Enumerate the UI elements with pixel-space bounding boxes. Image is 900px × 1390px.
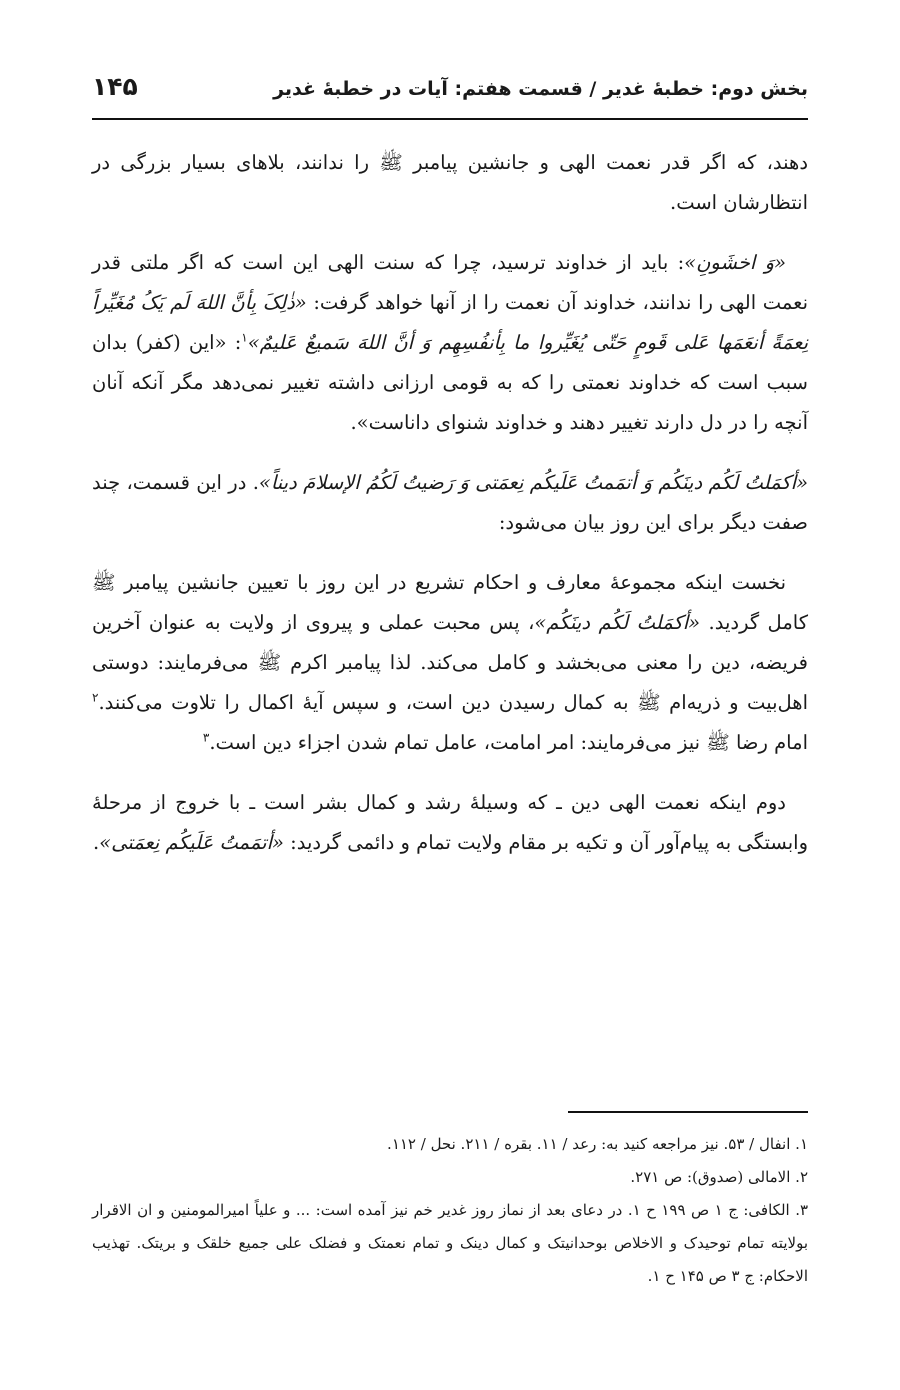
footnotes <box>92 1128 808 1293</box>
footnote-ref-1[interactable]: ۱ <box>241 330 248 345</box>
quote-va-akhshawn: «وَ اخشَونِ» <box>684 251 786 274</box>
paragraph-4-text-c: امام رضا ﷺ نیز می‌فرمایند: امر امامت، عامل تمام شدن اجزاء دین است. <box>209 731 808 754</box>
quran-verse-anfal-53: «ذٰلِکَ بِأنَّ اللهَ لَم یَکُ مُغَیِّراً نِعمَةً أنعَمَها عَلی قَومٍ حَتّی یُغَیِّروا ما بِأنفُسِهِم وَ أنَّ اللهَ سَمیعٌ عَلیمٌ» <box>92 291 808 354</box>
footnote-ref-3[interactable]: ۳ <box>202 730 210 745</box>
paragraph-3-text: . در این قسمت، چند صفت دیگر برای این روز بیان می‌شود: <box>92 471 808 534</box>
quote-akmaltu: «أکمَلتُ لَکُم دینَکُم» <box>534 611 701 634</box>
page-number: ۱۴۵ <box>92 72 138 101</box>
footnote-divider <box>568 1111 808 1113</box>
paragraph-2-translation: : «این (کفر) بدان سبب است که خداوند نعمتی را که به قومی ارزانی داشته تغییر نمی‌دهد مگر آنکه آنان آنچه را در دل دارند تغییر دهند و خداوند شنوای داناست». <box>92 331 808 434</box>
running-header <box>92 70 808 110</box>
quote-atmamtu: «أتمَمتُ عَلَیکُم نِعمَتی» <box>99 831 284 854</box>
quran-verse-ikmal: «أکمَلتُ لَکُم دینَکُم وَ أتمَمتُ عَلَیکُم نِعمَتی وَ رَضیتُ لَکُمُ الإسلامَ دیناً» <box>258 471 808 494</box>
paragraph-2 <box>92 243 808 443</box>
header-divider <box>92 118 808 120</box>
paragraph-2-text: : باید از خداوند ترسید، چرا که سنت الهی این است که اگر ملتی قدر نعمت الهی را ندانند، خداوند آن نعمت را از آنها خواهد گرفت: <box>92 251 808 314</box>
running-header-title: بخش دوم: خطبهٔ غدیر / قسمت هفتم: آیات در خطبهٔ غدیر <box>273 78 808 100</box>
paragraph-4 <box>92 563 808 763</box>
paragraph-4-text-a: نخست اینکه مجموعهٔ معارف و احکام تشریع در این روز با تعیین جانشین پیامبر ﷺ کامل گردید. <box>92 571 808 634</box>
paragraph-1-text: دهند، که اگر قدر نعمت الهی و جانشین پیامبر ﷺ را ندانند، بلاهای بسیار بزرگی در انتظارشان است. <box>92 151 808 214</box>
paragraph-1 <box>92 143 808 223</box>
main-text <box>92 143 808 883</box>
footnote-1: ۱. انفال / ۵۳. نیز مراجعه کنید به: رعد / ۱۱. بقره / ۲۱۱. نحل / ۱۱۲. <box>387 1135 808 1153</box>
paragraph-5-end: . <box>92 831 100 854</box>
footnote-3: ۳. الکافی: ج ۱ ص ۱۹۹ ح ۱. در دعای بعد از نماز روز غدیر خم نیز آمده است: ... و علیاً امیرالمومنین و ان الاقرار بولایته تمام توحیدک و الاخلاص بوحدانیتک و کمال دینک و تمام نعمتک و فضلک علی جمیع خلقک و بریتک. تهذیب الاحکام: ج ۳ ص ۱۴۵ ح ۱. <box>92 1201 809 1285</box>
paragraph-5-text: دوم اینکه نعمت الهی دین ـ که وسیلهٔ رشد و کمال بشر است ـ با خروج از مرحلهٔ وابستگی به پیام‌آور آن و تکیه بر مقام ولایت تمام و دائمی گردید: <box>92 791 808 854</box>
paragraph-4-text-b: ، پس محبت عملی و پیروی از ولایت به عنوان آخرین فریضه، دین را معنی می‌بخشد و کامل می‌کند. لذا پیامبر اکرم ﷺ می‌فرمایند: دوستی اهل‌بیت و ذریه‌ام ﷺ به کمال رسیدن دین است، و سپس آیهٔ اکمال را تلاوت می‌کنند. <box>92 611 808 714</box>
footnote-2: ۲. الامالی (صدوق): ص ۲۷۱. <box>630 1168 808 1186</box>
paragraph-5 <box>92 783 808 863</box>
paragraph-3 <box>92 463 808 543</box>
footnote-ref-2[interactable]: ۲ <box>92 690 99 705</box>
